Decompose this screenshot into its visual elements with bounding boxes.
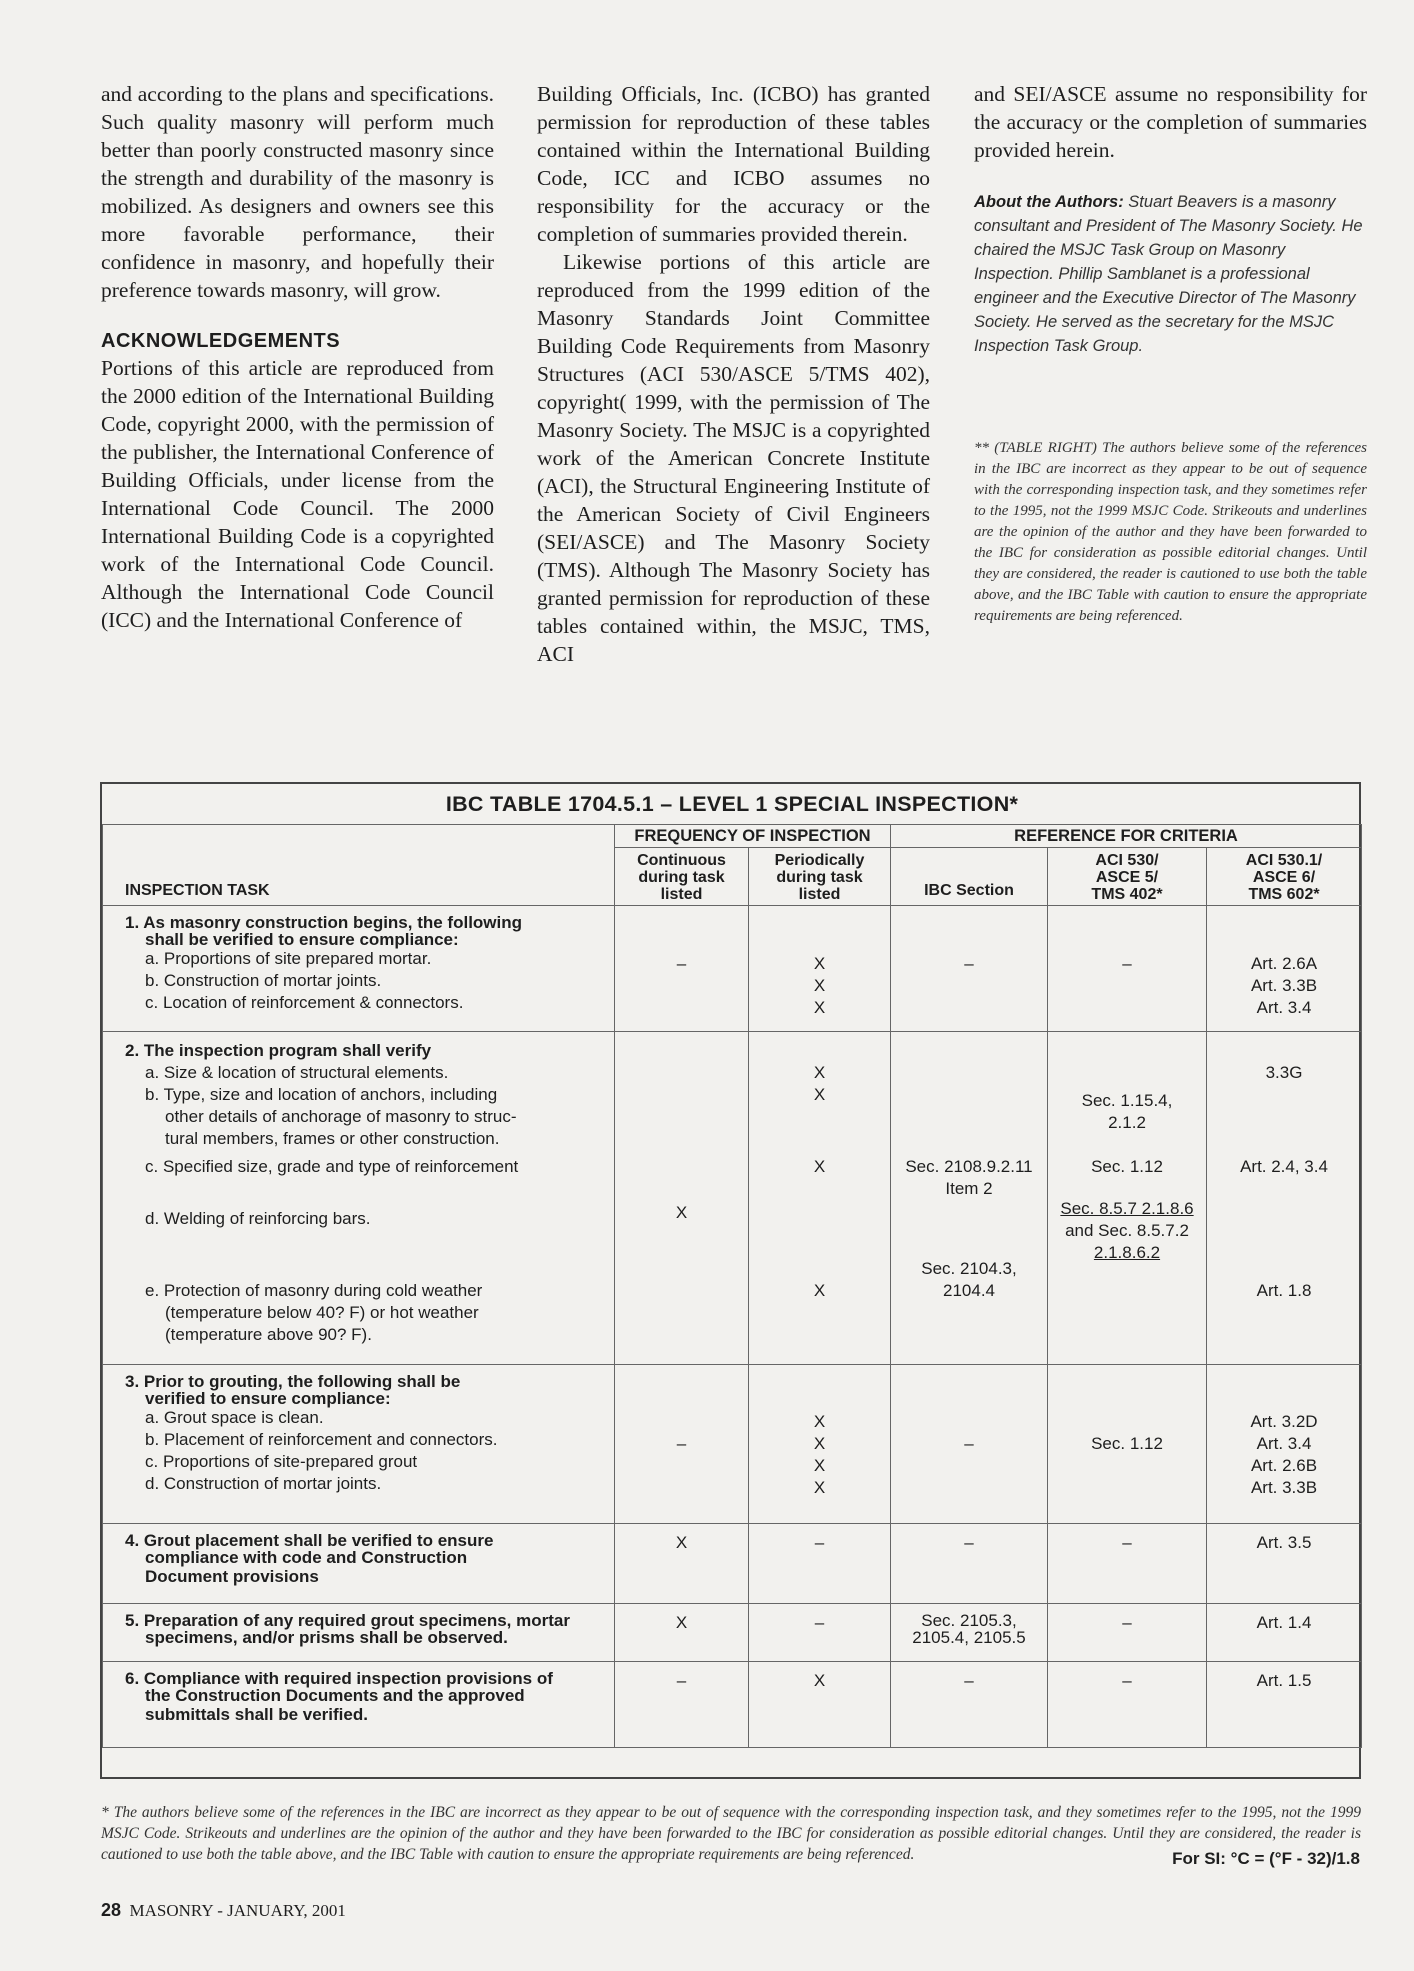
table-footnote: * The authors believe some of the references in the IBC are incorrect as they appear to be out of sequence with the corresponding inspection task, and they sometimes refer to the 1995, not the 1999 MSJC Code. Strikeouts and underlines are the opinion of the author and they have been forwarded to the IBC for consideration as possible editorial changes. Until they are considered, the reader is cautioned to use both the table above, and the IBC Table with caution to ensure the appropriate requirements are being referenced. — [101, 1803, 1361, 1863]
ibc-cell: – — [891, 1524, 1048, 1604]
body-paragraph: Portions of this article are reproduced from the 2000 edition of the International Building Code, copyright 2000, with the permission of the publisher, the International Conference of Building Officials, under license from the International Code Council. The 2000 International Building Code is a copyrighted work of the International Code Council. Although the International Code Council (ICC) and the International Conference of — [101, 356, 494, 632]
continuous-cell: X — [615, 1524, 749, 1604]
body-paragraph: and according to the plans and specifications. Such quality masonry will perform much better than poorly constructed masonry since the strength and durability of the masonry is mobilized. As designers and owners see this more favorable performance, their confidence in masonry, and hopefully their preference towards masonry, will grow. — [101, 82, 494, 302]
header-reference-group: REFERENCE FOR CRITERIA — [891, 825, 1362, 848]
ibc-cell: – — [891, 906, 1048, 1032]
publication-name: MASONRY - JANUARY, 2001 — [129, 1901, 346, 1920]
table-row — [103, 1365, 1362, 1524]
text-column-2 — [537, 80, 930, 668]
task-cell: 4. Grout placement shall be verified to ensure compliance with code and Construction Document provisions — [103, 1524, 615, 1604]
periodic-cell: – — [749, 1604, 891, 1662]
about-label: About the Authors: — [974, 193, 1124, 211]
ibc-cell: Sec. 2105.3, 2105.4, 2105.5 — [891, 1604, 1048, 1662]
body-paragraph: and SEI/ASCE assume no responsibility for the accuracy or the completion of summaries provided herein. — [974, 82, 1367, 162]
text-column-1 — [101, 80, 494, 634]
periodic-cell: – — [749, 1524, 891, 1604]
task-cell: 1. As masonry construction begins, the following shall be verified to ensure compliance: a. Proportions of site prepared mortar. b. Construction of mortar joints. c. Location of reinforcement & connectors. — [103, 906, 615, 1032]
continuous-cell: X — [615, 1604, 749, 1662]
ibc-cell: – — [891, 1662, 1048, 1748]
about-text: Stuart Beavers is a masonry consultant and President of The Masonry Society. He chaired the MSJC Task Group on Masonry Inspection. Phillip Samblanet is a professional engineer and the Executive Director of The Masonry Society. He served as the secretary for the MSJC Inspection Task Group. — [974, 193, 1363, 355]
aci530-cell: – — [1048, 1604, 1207, 1662]
continuous-cell: – — [615, 906, 749, 1032]
header-inspection-task: INSPECTION TASK — [103, 825, 615, 906]
aci530-cell: – — [1048, 1662, 1207, 1748]
table-row — [103, 1604, 1362, 1662]
ibc-cell: Sec. 2108.9.2.11 Item 2 Sec. 2104.3, 2104.4 — [891, 1032, 1048, 1365]
aci5301-cell: Art. 3.5 — [1207, 1524, 1362, 1604]
periodic-cell: X X X X — [749, 1032, 891, 1365]
aci5301-cell: Art. 1.5 — [1207, 1662, 1362, 1748]
table-title: IBC TABLE 1704.5.1 – LEVEL 1 SPECIAL INSPECTION* — [103, 784, 1362, 825]
aci5301-cell: Art. 1.4 — [1207, 1604, 1362, 1662]
table-row — [103, 1662, 1362, 1748]
text-column-3 — [974, 80, 1367, 627]
continuous-cell: – — [615, 1662, 749, 1748]
about-the-authors — [974, 190, 1367, 358]
body-paragraph: Likewise portions of this article are reproduced from the 1999 edition of the Masonry Standards Joint Committee Building Code Requirements from Masonry Structures (ACI 530/ASCE 5/TMS 402), copyright( 1999, with the permission of The Masonry Society. The MSJC is a copyrighted work of the American Concrete Institute (ACI), the Structural Engineering Institute of the American Society of Civil Engineers (SEI/ASCE) and The Masonry Society (TMS). Although The Masonry Society has granted permission for reproduction of these tables contained within, the MSJC, TMS, ACI — [537, 250, 930, 666]
si-conversion-note: For SI: °C = (°F - 32)/1.8 — [1172, 1849, 1360, 1868]
ibc-cell: – — [891, 1365, 1048, 1524]
aci530-cell: – — [1048, 1524, 1207, 1604]
page-number: 28 — [101, 1900, 122, 1920]
aci530-cell: Sec. 1.15.4, 2.1.2 Sec. 1.12 Sec. 8.5.7 2.1.8.6 and Sec. 8.5.7.2 2.1.8.6.2 — [1048, 1032, 1207, 1365]
aci5301-cell: Art. 2.6A Art. 3.3B Art. 3.4 — [1207, 906, 1362, 1032]
table-row — [103, 1524, 1362, 1604]
inspection-table — [100, 782, 1361, 1779]
acknowledgements-heading: ACKNOWLEDGEMENTS — [101, 330, 341, 352]
periodic-cell: X X X — [749, 906, 891, 1032]
header-frequency-group: FREQUENCY OF INSPECTION — [615, 825, 891, 848]
page-footer — [101, 1900, 346, 1921]
table-row — [103, 906, 1362, 1032]
table-row — [103, 1032, 1362, 1365]
aci530-cell: Sec. 1.12 — [1048, 1365, 1207, 1524]
task-cell: 3. Prior to grouting, the following shall be verified to ensure compliance: a. Grout space is clean. b. Placement of reinforcement and connectors. c. Proportions of site-prepared grout d. Construction of mortar joints. — [103, 1365, 615, 1524]
task-cell: 6. Compliance with required inspection provisions of the Construction Documents and the approved submittals shall be verified. — [103, 1662, 615, 1748]
header-aci-530: ACI 530/ ASCE 5/ TMS 402* — [1048, 848, 1207, 906]
body-paragraph: Building Officials, Inc. (ICBO) has granted permission for reproduction of these tables contained within the International Building Code, ICC and ICBO assumes no responsibility for the accuracy or the completion of summaries provided therein. — [537, 82, 930, 246]
aci530-cell: – — [1048, 906, 1207, 1032]
header-periodically: Periodically during task listed — [749, 848, 891, 906]
continuous-cell: X — [615, 1032, 749, 1365]
header-continuous: Continuous during task listed — [615, 848, 749, 906]
continuous-cell: – — [615, 1365, 749, 1524]
periodic-cell: X — [749, 1662, 891, 1748]
table-note: ** (TABLE RIGHT) The authors believe some of the references in the IBC are incorrect as they appear to be out of sequence with the corresponding inspection task, and they sometimes refer to the 1995, not the 1999 MSJC Code. Strikeouts and underlines are the opinion of the author and they have been forwarded to the IBC for consideration as possible editorial changes. Until they are considered, the reader is cautioned to use both the table above, and the IBC Table with caution to ensure the appropriate requirements are being referenced. — [974, 440, 1367, 624]
header-ibc-section: IBC Section — [891, 848, 1048, 906]
periodic-cell: X X X X — [749, 1365, 891, 1524]
header-aci-530-1: ACI 530.1/ ASCE 6/ TMS 602* — [1207, 848, 1362, 906]
aci5301-cell: 3.3G Art. 2.4, 3.4 Art. 1.8 — [1207, 1032, 1362, 1365]
aci5301-cell: Art. 3.2D Art. 3.4 Art. 2.6B Art. 3.3B — [1207, 1365, 1362, 1524]
task-cell: 2. The inspection program shall verify a. Size & location of structural elements. b. Type, size and location of anchors, including other details of anchorage of masonry to struc- tural members, frames or other construction. c. Specified size, grade and type of reinforcement d. Welding of reinforcing bars. e. Protection of masonry during cold weather (temperature below 40? F) or hot weather (temperature above 90? F). — [103, 1032, 615, 1365]
task-cell: 5. Preparation of any required grout specimens, mortar specimens, and/or prisms shall be observed. — [103, 1604, 615, 1662]
